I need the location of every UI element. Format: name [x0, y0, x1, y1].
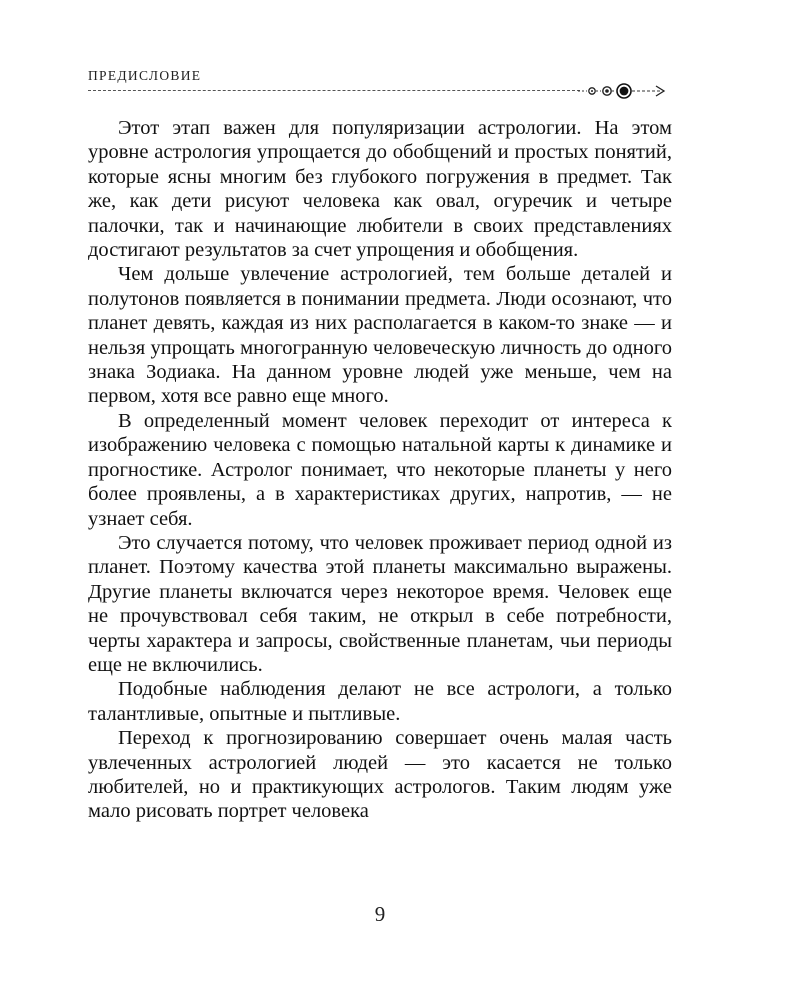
- header-dashed-rule: [88, 90, 580, 91]
- paragraph: Подобные наблюдения делают не все астрологи, а только талантливые, опытные и пытливые.: [88, 678, 672, 725]
- running-header-title: ПРЕДИСЛОВИЕ: [88, 68, 202, 83]
- body-text: [88, 116, 672, 824]
- paragraph: Этот этап важен для популяризации астрологии. На этом уровне астрология упрощается до обобщений и простых понятий, которые ясны многим без глубокого погружения в предмет. Так же, как дети рисуют человека как овал, огуречик и четыре палочки, так и начинающие любители в своих представлениях достигают результатов за счет упрощения и обобщения.: [88, 117, 672, 262]
- paragraph: Чем дольше увлечение астрологией, тем больше деталей и полутонов появляется в понимании предмета. Люди осознают, что планет девять, каждая из них располагается в каком-то знаке — и нельзя упрощать многогранную человеческую личность до одного знака Зодиака. На данном уровне людей уже меньше, чем на первом, хотя все равно еще много.: [88, 263, 672, 408]
- paragraph: Переход к прогнозированию совершает очень малая часть увлеченных астрологией людей — это касается не только любителей, но и практикующих астрологов. Таким людям уже мало рисовать портрет человека: [88, 727, 672, 823]
- paragraph: Это случается потому, что человек проживает период одной из планет. Поэтому качества этой планеты максимально выражены. Другие планеты включатся через некоторое время. Человек еще не прочувствовал себя таким, не открыл в себе потребности, черты характера и запросы, свойственные планетам, чьи периоды еще не включились.: [88, 531, 672, 676]
- header-ornament-icon: [578, 80, 672, 102]
- page-number: 9: [374, 902, 386, 926]
- paragraph: В определенный момент человек переходит от интереса к изображению человека с помощью натальной карты к динамике и прогностике. Астролог понимает, что некоторые планеты у него более проявлены, а в характеристиках других, напротив, — не узнает себя.: [88, 409, 672, 530]
- running-header: [88, 64, 672, 104]
